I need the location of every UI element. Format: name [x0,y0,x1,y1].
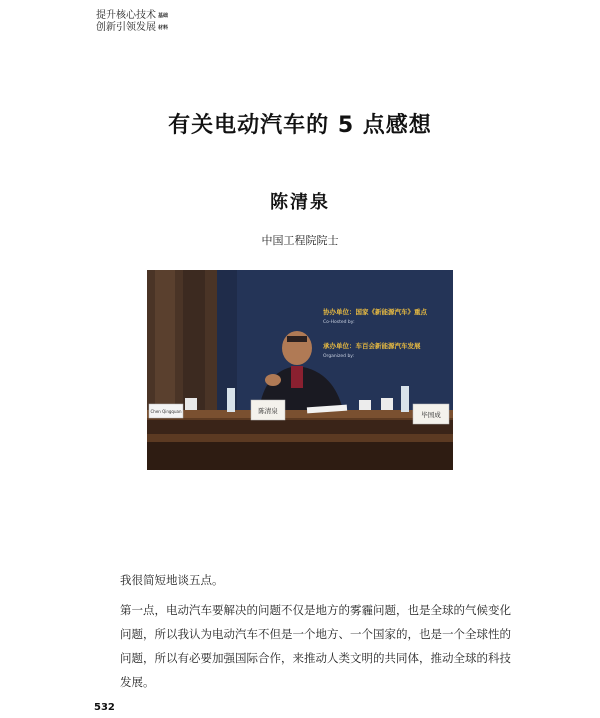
article-title: 有关电动汽车的 5 点感想 [168,113,432,138]
running-head-line1: 提升核心技术 [96,10,156,21]
nameplate-center: 陈清泉 [258,407,278,415]
article-body [120,568,512,694]
running-head-line2: 创新引领发展 [96,22,156,33]
banner-line1-en: Co-Hosted by: [323,320,355,325]
banner-line1: 协办单位：国家《新能源汽车》重点 [323,308,427,316]
running-head-tag1: 基础 [158,13,169,19]
author-affiliation: 中国工程院院士 [261,234,339,247]
conference-photo [147,270,453,470]
nameplate-left: Chen Qingquan [150,409,182,414]
nameplate-right: 毕国成 [421,411,441,419]
running-head [96,10,176,34]
running-head-tag2: 材料 [158,25,169,31]
author-name: 陈清泉 [270,192,330,213]
page-number: 532 [94,702,115,713]
banner-line2-en: Organized by: [323,354,355,359]
body-point-1: 第一点，电动汽车要解决的问题不仅是地方的雾霾问题，也是全球的气候变化问题，所以我认为电动汽车不但是一个地方、一个国家的，也是一个全球性的问题，所以有必要加强国际合作，来推动人类文明的共同体，推动全球的科技发展。 [120,603,511,689]
body-intro: 我很简短地谈五点。 [120,573,224,587]
banner-line2: 承办单位：车百会新能源汽车发展 [323,342,421,350]
